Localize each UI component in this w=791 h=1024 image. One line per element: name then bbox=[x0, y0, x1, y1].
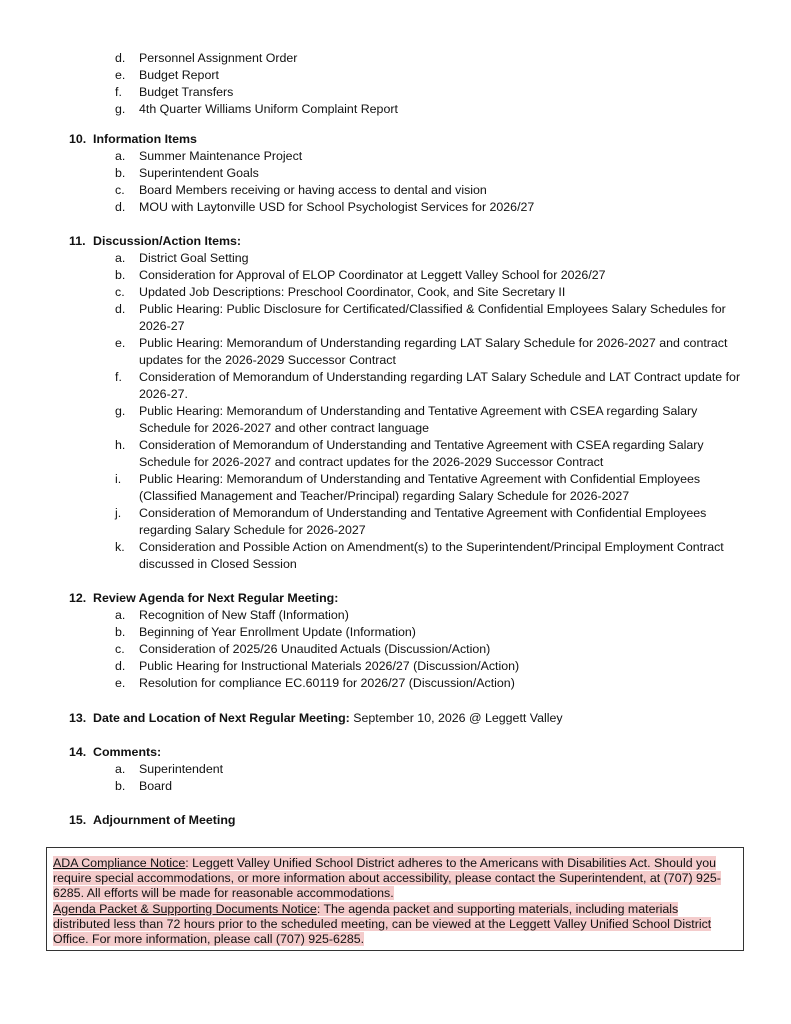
list-item: e. Public Hearing: Memorandum of Understanding regarding LAT Salary Schedule for 2026-2027 and contract updates for the 2026-2029 Successor Contract bbox=[115, 336, 728, 367]
next-meeting-details: September 10, 2026 @ Leggett Valley bbox=[353, 711, 563, 725]
notice-box bbox=[46, 847, 744, 951]
list-item: a. Recognition of New Staff (Information) bbox=[115, 608, 349, 622]
section-title: Discussion/Action Items: bbox=[93, 234, 242, 248]
list-item: f. Budget Transfers bbox=[115, 85, 234, 99]
list-item: c. Updated Job Descriptions: Preschool Coordinator, Cook, and Site Secretary II bbox=[115, 285, 566, 299]
section-heading: 15. Adjournment of Meeting bbox=[69, 813, 236, 827]
section-discussion-action-items bbox=[69, 233, 759, 573]
section-heading: 11. Discussion/Action Items: bbox=[69, 234, 242, 248]
section-title: Review Agenda for Next Regular Meeting: bbox=[93, 591, 339, 605]
list-item: d. Public Hearing: Public Disclosure for Certificated/Classified & Confidential Employees Salary Schedules for 2026-27 bbox=[115, 302, 726, 333]
list-item: d. Personnel Assignment Order bbox=[115, 51, 298, 65]
list-item: e. Budget Report bbox=[115, 68, 219, 82]
packet-notice bbox=[53, 902, 711, 946]
section-next-meeting bbox=[69, 710, 759, 727]
section-title: Information Items bbox=[93, 132, 197, 146]
list-item: j. Consideration of Memorandum of Understanding and Tentative Agreement with Confidential Employees regarding Salary Schedule for 2026-2027 bbox=[115, 506, 707, 537]
section-heading: 13. Date and Location of Next Regular Meeting: September 10, 2026 @ Leggett Valley bbox=[69, 711, 563, 725]
list-item: f. Consideration of Memorandum of Understanding regarding LAT Salary Schedule and LAT Contract update for 2026-27. bbox=[115, 370, 741, 401]
section-review-agenda bbox=[69, 590, 759, 692]
section-information-items bbox=[69, 131, 759, 216]
list-item: d. MOU with Laytonville USD for School Psychologist Services for 2026/27 bbox=[115, 200, 535, 214]
list-item: h. Consideration of Memorandum of Understanding and Tentative Agreement with CSEA regarding Salary Schedule for 2026-2027 and contract updates for the 2026-2029 Successor Contract bbox=[115, 438, 704, 469]
section-adjournment bbox=[69, 812, 759, 829]
ada-notice bbox=[53, 856, 721, 900]
list-item: c. Board Members receiving or having access to dental and vision bbox=[115, 183, 487, 197]
list-item: d. Public Hearing for Instructional Materials 2026/27 (Discussion/Action) bbox=[115, 659, 520, 673]
list-item: i. Public Hearing: Memorandum of Understanding and Tentative Agreement with Confidential Employees (Classified Management and Teacher/Principal) regarding Salary Schedule for 2026-2027 bbox=[115, 472, 701, 503]
list-item: b. Superintendent Goals bbox=[115, 166, 259, 180]
section-comments bbox=[69, 744, 759, 795]
list-item: b. Board bbox=[115, 779, 173, 793]
section-heading: 14. Comments: bbox=[69, 745, 162, 759]
list-item: a. Summer Maintenance Project bbox=[115, 149, 303, 163]
section-title: Adjournment of Meeting bbox=[93, 813, 236, 827]
list-item: b. Beginning of Year Enrollment Update (Information) bbox=[115, 625, 416, 639]
list-item: c. Consideration of 2025/26 Unaudited Actuals (Discussion/Action) bbox=[115, 642, 491, 656]
list-item: b. Consideration for Approval of ELOP Coordinator at Leggett Valley School for 2026/27 bbox=[115, 268, 606, 282]
ada-notice-heading: ADA Compliance Notice bbox=[53, 856, 186, 870]
ada-notice-body: : Leggett Valley Unified School District adheres to the Americans with Disabilities Act. Should you require special accommodations, or more information about accessibility, please contact the Superintendent, at (707) 925-6285. All efforts will be made for reasonable accommodations. bbox=[53, 856, 721, 901]
list-item: a. District Goal Setting bbox=[115, 251, 249, 265]
section-heading: 10. Information Items bbox=[69, 132, 197, 146]
list-item: g. Public Hearing: Memorandum of Understanding and Tentative Agreement with CSEA regarding Salary Schedule for 2026-2027 and other contract language bbox=[115, 404, 698, 435]
list-item: e. Resolution for compliance EC.60119 for 2026/27 (Discussion/Action) bbox=[115, 676, 515, 690]
list-item: k. Consideration and Possible Action on Amendment(s) to the Superintendent/Principal Employment Contract discussed in Closed Session bbox=[115, 540, 724, 571]
section-title: Comments: bbox=[93, 745, 162, 759]
packet-notice-heading: Agenda Packet & Supporting Documents Notice bbox=[53, 901, 317, 916]
list-item: a. Superintendent bbox=[115, 762, 224, 776]
packet-notice-body: : The agenda packet and supporting materials, including materials distributed less than 72 hours prior to the scheduled meeting, can be viewed at the Leggett Valley Unified School District Office. For more information, please call (707) 925-6285. bbox=[53, 901, 712, 947]
section-title: Date and Location of Next Regular Meeting: bbox=[93, 711, 350, 725]
continued-items-list bbox=[69, 50, 759, 118]
section-heading: 12. Review Agenda for Next Regular Meeting: bbox=[69, 591, 339, 605]
list-item: g. 4th Quarter Williams Uniform Complaint Report bbox=[115, 102, 398, 116]
